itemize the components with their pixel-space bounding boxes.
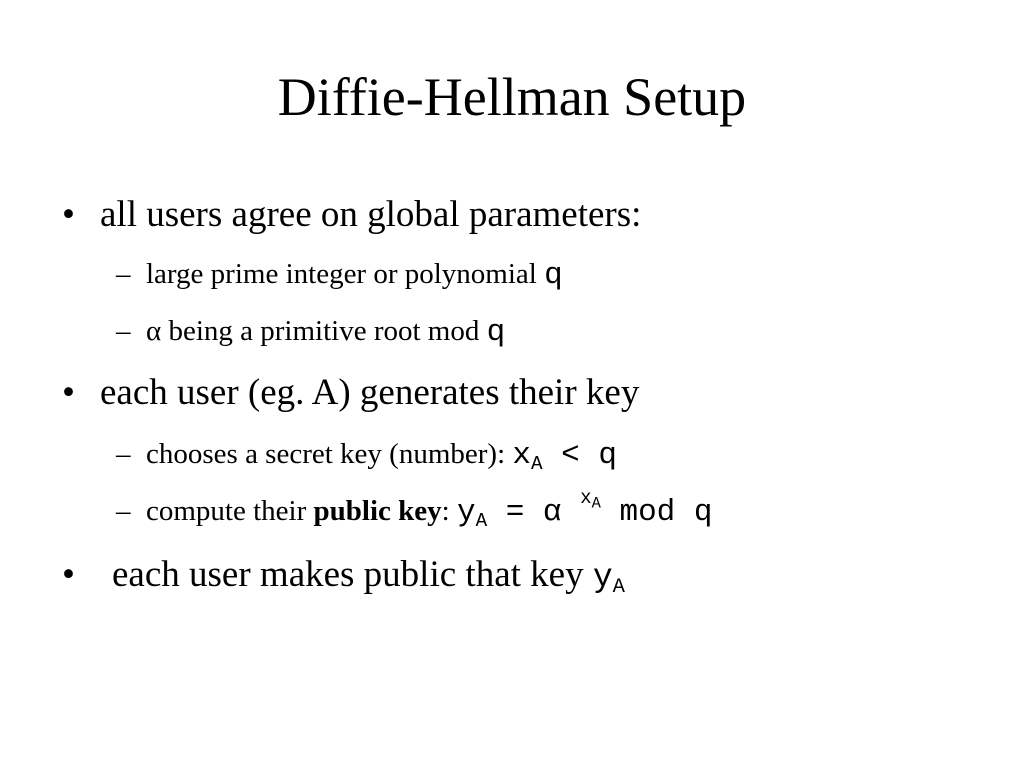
variable-q: q xyxy=(486,315,506,350)
variable-q: q xyxy=(544,258,563,293)
subitem-text-group xyxy=(146,313,505,351)
alpha-symbol: α xyxy=(146,315,162,347)
bullet-item-1 xyxy=(62,193,642,237)
public-key-formula: $y_A = \alpha$ $^{x_A}$ mod q xyxy=(456,486,713,532)
dash-marker: – xyxy=(116,438,131,470)
subitem-1-1 xyxy=(116,256,563,293)
subitem-text-group xyxy=(146,256,563,294)
bullet-text: each user (eg. A) generates their key xyxy=(100,372,640,413)
subitem-text: chooses a secret key (number): xyxy=(146,438,513,470)
bullet-text: each user makes public that key xyxy=(112,554,593,595)
subitem-2-2 xyxy=(116,486,713,532)
bullet-text: all users agree on global parameters: xyxy=(100,194,642,235)
bullet-marker: • xyxy=(62,554,75,595)
bullet-item-3 xyxy=(62,553,625,600)
bold-term: public key xyxy=(313,495,442,527)
secret-key-variable: $x_A < q$ xyxy=(512,438,617,475)
dash-marker: – xyxy=(116,495,131,527)
subitem-1-2 xyxy=(116,313,506,350)
bullet-marker: • xyxy=(62,194,75,235)
subitem-text-group xyxy=(146,436,617,474)
subitem-text: compute their xyxy=(146,495,314,527)
dash-marker: – xyxy=(116,258,131,290)
slide-title: Diffie-Hellman Setup xyxy=(277,67,747,127)
public-key-variable: $y_A$ xyxy=(592,559,625,600)
subitem-text-group: compute their public key: $y_A = \alpha$ $^{x_A}$ mod q xyxy=(146,486,713,532)
bullet-item-2 xyxy=(62,371,640,415)
subitem-text: being a primitive root mod xyxy=(161,315,487,347)
dash-marker: – xyxy=(116,315,131,347)
subitem-text: large prime integer or polynomial xyxy=(146,258,545,290)
bullet-marker: • xyxy=(62,372,75,413)
subitem-2-1 xyxy=(116,436,617,475)
bullet-text-group xyxy=(112,553,625,600)
